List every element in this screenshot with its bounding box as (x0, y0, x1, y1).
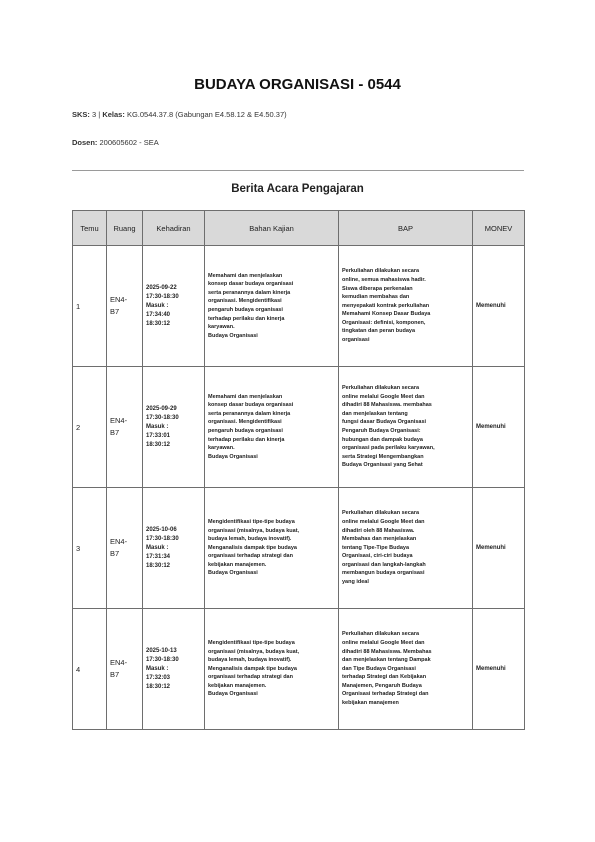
col-header-bahan-kajian: Bahan Kajian (205, 211, 339, 246)
cell-bahan-kajian: Memahami dan menjelaskan konsep dasar budaya organisasi serta peranannya dalam kinerja organisasi. Mengidentifikasi pengaruh budaya organisasi terhadap perilaku dan kinerja karyawan. Budaya Organisasi (205, 246, 339, 367)
cell-bahan-kajian: Mengidentifikasi tipe-tipe budaya organisasi (misalnya, budaya kuat, budaya lemah, budaya inovatif). Menganalisis dampak tipe budaya organisasi terhadap strategi dan kebijakan manajemen. Budaya Organisasi (205, 609, 339, 730)
sks-value: 3 (92, 110, 97, 119)
cell-bap: Perkuliahan dilakukan secara online melalui Google Meet dan dihadiri 88 Mahasiswa. Membahas dan menjelaskan tentang Dampak dan Tipe Budaya Organisasi terhadap Strategi dan Kebijakan Manajemen, Pengaruh Budaya Organisasi terhadap Strategi dan kebijakan manajemen (339, 609, 473, 730)
kelas-value: KG.0544.37.8 (Gabungan E4.58.12 & E4.50.37) (126, 110, 287, 119)
cell-ruang: EN4- B7 (107, 488, 143, 609)
cell-kehadiran: 2025-10-06 17:30-18:30 Masuk : 17:31:34 18:30:12 (143, 488, 205, 609)
table-row (73, 609, 525, 730)
cell-temu: 1 (73, 246, 107, 367)
cell-temu: 4 (73, 609, 107, 730)
cell-bahan-kajian: Memahami dan menjelaskan konsep dasar budaya organisasi serta peranannya dalam kinerja organisasi. Mengidentifikasi pengaruh budaya organisasi terhadap perilaku dan kinerja karyawan. Budaya Organisasi (205, 367, 339, 488)
cell-bap: Perkuliahan dilakukan secara online melalui Google Meet dan dihadiri 88 Mahasiswa. membahas dan menjelaskan tentang fungsi dasar Budaya Organisasi Pengaruh Budaya Organisasi: hubungan dan dampak budaya organisasi pada perilaku karyawan, serta Strategi Mengembangkan Budaya Organisasi yang Sehat (339, 367, 473, 488)
sks-label: SKS: (72, 110, 90, 119)
kelas-label: Kelas: (102, 110, 125, 119)
cell-bahan-kajian: Mengidentifikasi tipe-tipe budaya organisasi (misalnya, budaya kuat, budaya lemah, budaya inovatif). Menganalisis dampak tipe budaya organisasi terhadap strategi dan kebijakan manajemen. Budaya Organisasi (205, 488, 339, 609)
cell-kehadiran: 2025-09-29 17:30-18:30 Masuk : 17:33:01 18:30:12 (143, 367, 205, 488)
dosen-label: Dosen: (72, 138, 98, 147)
cell-monev: Memenuhi (473, 488, 525, 609)
course-meta-line (72, 110, 287, 119)
table-row (73, 367, 525, 488)
divider (72, 170, 524, 171)
cell-temu: 3 (73, 488, 107, 609)
cell-ruang: EN4- B7 (107, 609, 143, 730)
cell-monev: Memenuhi (473, 246, 525, 367)
lecturer-meta-line (72, 138, 159, 147)
cell-monev: Memenuhi (473, 367, 525, 488)
meta-separator: | (98, 110, 101, 119)
cell-monev: Memenuhi (473, 609, 525, 730)
col-header-kehadiran: Kehadiran (143, 211, 205, 246)
cell-kehadiran: 2025-09-22 17:30-18:30 Masuk : 17:34:40 18:30:12 (143, 246, 205, 367)
section-title: Berita Acara Pengajaran (231, 183, 364, 195)
table-row (73, 246, 525, 367)
table-row (73, 488, 525, 609)
cell-ruang: EN4- B7 (107, 246, 143, 367)
table-header-row (73, 211, 525, 246)
cell-bap: Perkuliahan dilakukan secara online, semua mahasiswa hadir. Siswa diberapa perkenalan kemudian membahas dan menyepakati kontrak perkuliahan Memahami Konsep Dasar Budaya Organisasi: definisi, komponen, tingkatan dan peran budaya organisasi (339, 246, 473, 367)
col-header-bap: BAP (339, 211, 473, 246)
col-header-ruang: Ruang (107, 211, 143, 246)
teaching-record-table (72, 210, 525, 730)
cell-ruang: EN4- B7 (107, 367, 143, 488)
col-header-temu: Temu (73, 211, 107, 246)
cell-temu: 2 (73, 367, 107, 488)
page-title: BUDAYA ORGANISASI - 0544 (194, 76, 401, 93)
col-header-monev: MONEV (473, 211, 525, 246)
dosen-value: 200605602 - SEA (99, 138, 159, 147)
cell-kehadiran: 2025-10-13 17:30-18:30 Masuk : 17:32:03 18:30:12 (143, 609, 205, 730)
cell-bap: Perkuliahan dilakukan secara online melalui Google Meet dan dihadiri oleh 88 Mahasiswa. Membahas dan menjelaskan tentang Tipe-Tipe Budaya Organisasi, ciri-ciri budaya organisasi dan langkah-langkah membangun budaya organisasi yang ideal (339, 488, 473, 609)
